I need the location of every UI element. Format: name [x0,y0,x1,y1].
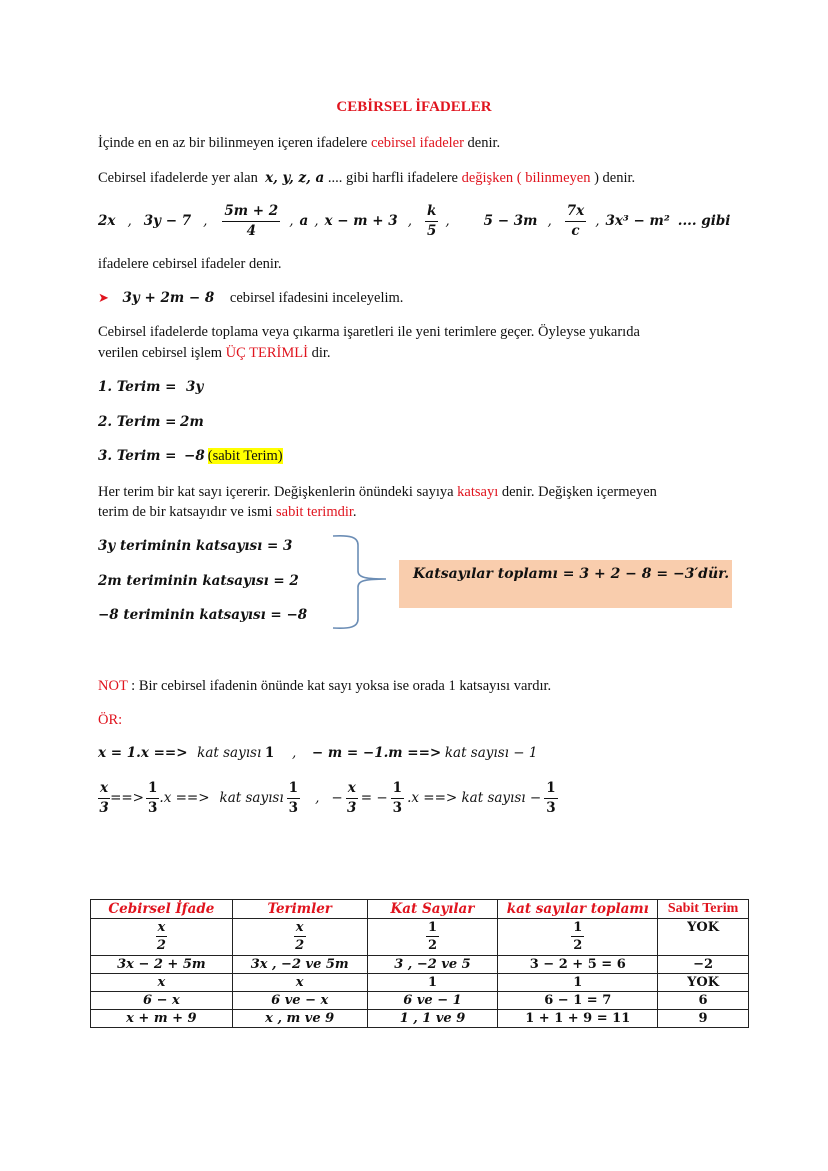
header-coefficients: Kat Sayılar [367,900,498,919]
page-title: CEBİRSEL İFADELER [336,99,492,115]
denominator: 5 [426,222,437,239]
para-text: dir. [307,345,331,361]
cell-coefficients: 1 , 1 ve 9 [367,1010,498,1028]
intro-text: denir. [463,135,501,151]
bullet-line [98,288,403,308]
example-label-text: kat sayısı − 1 [444,745,538,761]
example-fraction [222,203,280,240]
separator: , [445,213,450,229]
arrow-bullet-icon: ➤ [98,290,109,305]
example-label: ÖR: [98,712,123,728]
arrow-text: ==> [110,790,144,806]
equals-text: = − [360,790,388,806]
numerator: 1 [146,780,159,799]
denominator: 4 [246,222,256,239]
denominator: 3 [546,799,556,816]
coefficient-sum-text: Katsayılar toplamı = 3 + 2 − 8 = −3′dür. [413,566,730,582]
para-text: terim de bir katsayıdır ve ismi [98,504,276,520]
note-label: NOT [98,678,128,694]
denominator: 3 [347,799,357,816]
para-text: Her terim bir kat sayı içererir. Değişkenlerin önündeki sayıya [98,484,458,500]
examples-row [98,200,730,242]
cell-coefficient-sum: 6 − 1 = 7 [498,992,658,1010]
cell-coefficient-sum: 1 + 1 + 9 = 11 [498,1010,658,1028]
term-value: 3y [186,379,204,395]
para-text: . [352,504,357,520]
intro-text: İçinde en en az bir bilinmeyen içeren ifadelere [98,135,371,151]
example-line-2 [98,777,561,819]
cell-constant: 9 [658,1010,749,1028]
cell-constant: 6 [658,992,749,1010]
cell-expression: x [91,974,233,992]
cell-coefficients: 1 [367,974,498,992]
example-value: 1 [264,745,275,761]
numerator: 1 [427,920,437,935]
note-text: : Bir cebirsel ifadenin önünde kat sayı yoksa ise orada 1 katsayısı vardır. [127,678,552,694]
table-row [91,992,749,1010]
cell-constant: YOK [658,974,749,992]
cell-expression: 6 − x [91,992,233,1010]
separator: , [314,213,319,229]
intro-text: Cebirsel ifadelerde yer alan [98,170,262,186]
numerator: 1 [573,920,583,935]
cell-coefficient-sum: 3 − 2 + 5 = 6 [498,956,658,974]
denominator: 3 [148,799,158,816]
examples-footer: ifadelere cebirsel ifadeler denir. [98,256,282,272]
coefficient-item: −8 teriminin katsayısı = −8 [98,607,308,623]
highlight-term: sabit terimdir [276,504,353,520]
highlight-term: katsayı [457,484,499,500]
fraction [544,780,557,817]
terms-para-line-2 [98,343,331,363]
denominator: 2 [295,938,305,953]
numerator: 1 [544,780,557,799]
separator: , [203,213,208,229]
numerator: 1 [287,780,300,799]
highlight-term: cebirsel ifadeler [370,135,464,151]
numerator: k [425,203,438,222]
cell-terms [232,919,367,956]
table-row [91,974,749,992]
separator: , [127,213,132,229]
highlight-term: ÜÇ TERİMLİ [225,345,308,361]
cell-coefficient-sum [498,919,658,956]
example-expr: − m = −1.m ==> [311,745,442,761]
summary-table [90,899,749,1028]
separator: , [595,213,600,229]
intro-line-1 [98,133,500,153]
numerator: x [157,920,166,935]
denominator: 3 [288,799,299,816]
example-fraction [425,203,438,240]
example-label-text: kat sayısı [197,745,262,761]
coefficient-sum-box [399,560,732,608]
para-text: denir. Değişken içermeyen [498,484,657,500]
separator: , [547,213,552,229]
term-label: 3. Terim = [98,448,177,464]
cell-constant: −2 [658,956,749,974]
fraction [146,780,159,817]
term-1 [98,377,203,397]
example-line-1 [98,743,537,763]
highlight-term: değişken ( bilinmeyen [461,170,591,186]
variables-list: x, y, z, a [265,170,325,186]
terms-para-line-1: Cebirsel ifadelerde toplama veya çıkarma işaretleri ile yeni terimlere geçer. Öyleyse yukarıda [98,324,640,340]
example-expr: 2x [98,213,116,229]
cell-terms: x , m ve 9 [232,1010,367,1028]
header-terms: Terimler [232,900,367,919]
fraction [98,780,110,817]
curly-brace-icon [330,533,390,633]
cell-expression [91,919,233,956]
table-row [91,1010,749,1028]
numerator: x [295,920,304,935]
term-value: 2m [180,414,204,430]
example-expr: 5 − 3m [483,213,538,229]
example-expr: a [299,213,309,229]
separator: , [315,790,320,806]
para-text: verilen cebirsel işlem [98,345,226,361]
table-row [91,956,749,974]
separator: , [289,213,294,229]
term-label: 1. Terim = [98,379,177,395]
denominator: 2 [156,938,166,953]
cell-coefficient-sum: 1 [498,974,658,992]
cell-expression: x + m + 9 [91,1010,233,1028]
fraction [287,780,300,817]
term-value: −8 [184,448,205,464]
intro-text: .... gibi harfli ifadelere [324,170,462,186]
fraction [346,780,358,817]
minus-sign: − [331,790,343,806]
fraction [391,780,404,817]
numerator: 5m + 2 [222,203,280,222]
denominator: 3 [392,799,403,816]
header-expression: Cebirsel İfade [91,900,233,919]
intro-line-2 [98,168,635,188]
term-label: 2. Terim = [98,414,177,430]
cell-terms: x [232,974,367,992]
separator: , [291,745,297,761]
example-label-text: kat sayısı [219,790,284,806]
numerator: 7x [565,203,586,222]
arrow-text: .x ==> kat sayısı − [407,790,542,806]
example-expr: 3y − 7 [143,213,192,229]
table-row [91,919,749,956]
constant-term-note: (sabit Terim) [207,448,283,464]
cell-coefficients: 3 , −2 ve 5 [367,956,498,974]
coefficient-item: 3y teriminin katsayısı = 3 [98,538,293,554]
denominator: c [571,222,580,239]
numerator: x [346,780,358,799]
denominator: 2 [573,938,583,953]
table-header-row [91,900,749,919]
cell-coefficients: 6 ve − 1 [367,992,498,1010]
cell-terms: 3x , −2 ve 5m [232,956,367,974]
coef-para-line-2 [98,502,357,522]
separator: , [407,213,412,229]
denominator: 3 [99,799,109,816]
cell-constant: YOK [658,919,749,956]
term-3 [98,446,283,466]
coef-para-line-1 [98,482,657,502]
cell-coefficients [367,919,498,956]
intro-text: ) denir. [590,170,636,186]
example-expr: x = 1.x ==> [98,745,188,761]
example-suffix: .... gibi [677,213,731,229]
example-fraction [565,203,586,240]
cell-expression: 3x − 2 + 5m [91,956,233,974]
example-expr: x − m + 3 [324,213,398,229]
numerator: x [98,780,110,799]
header-constant: Sabit Terim [658,900,749,919]
bullet-text: cebirsel ifadesini inceleyelim. [229,290,404,306]
header-coefficient-sum: kat sayılar toplamı [498,900,658,919]
term-2 [98,412,204,432]
example-expr: 3x³ − m² [605,213,670,229]
bullet-expr: 3y + 2m − 8 [122,290,215,306]
arrow-text: .x ==> [159,790,210,806]
note-line [98,676,551,696]
denominator: 2 [427,938,437,953]
numerator: 1 [391,780,404,799]
coefficient-item: 2m teriminin katsayısı = 2 [98,573,299,589]
cell-terms: 6 ve − x [232,992,367,1010]
